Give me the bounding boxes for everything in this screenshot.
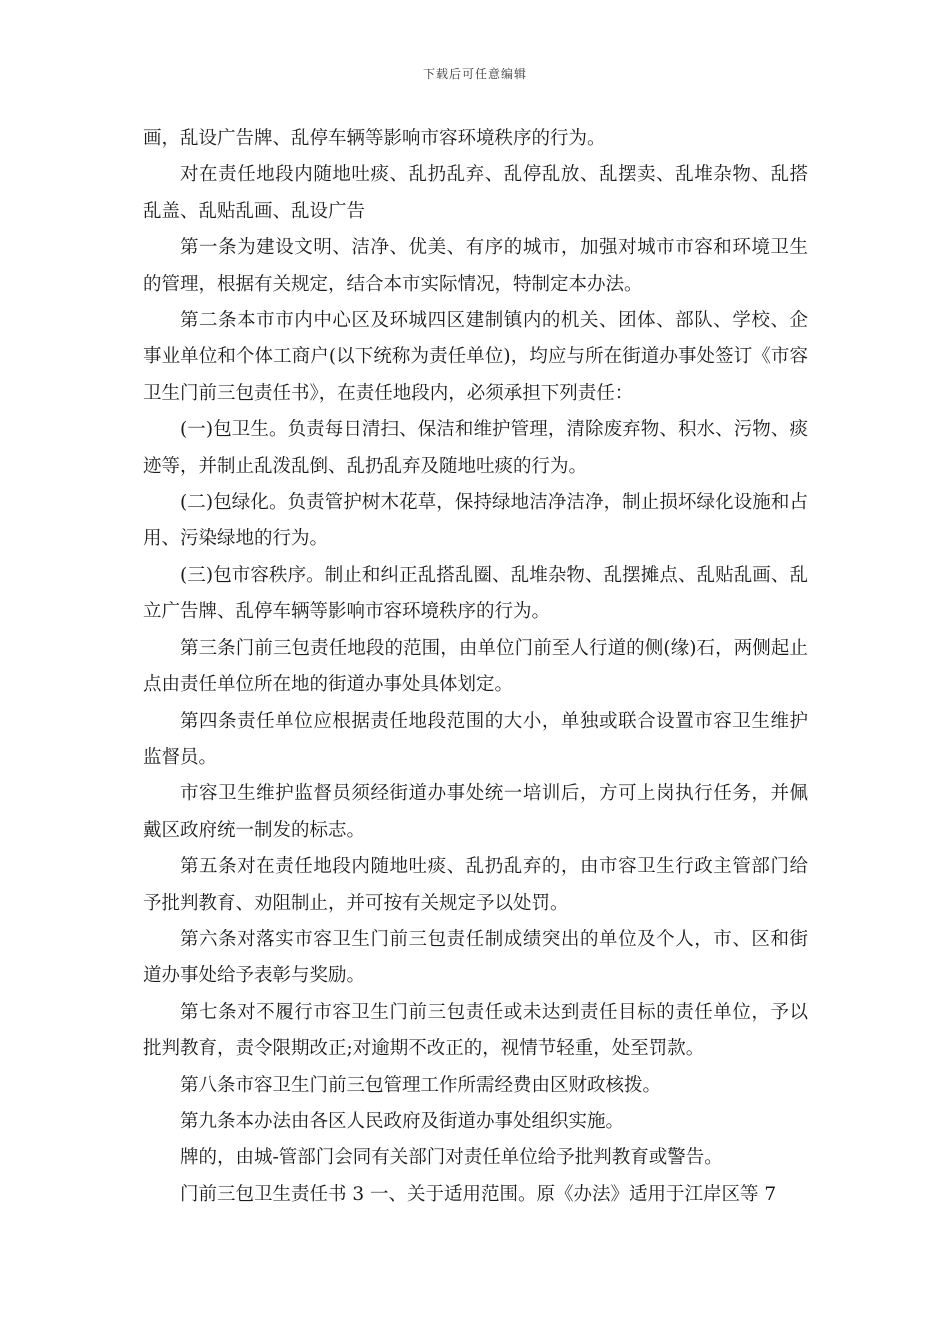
- article-4-paragraph: 第四条责任单位应根据责任地段范围的大小，单独或联合设置市容卫生维护监督员。: [143, 710, 808, 768]
- item-1-paragraph: (一)包卫生。负责每日清扫、保洁和维护管理，清除废弃物、积水、污物、痰迹等，并制止乱泼乱倒、乱扔乱弃及随地吐痰的行为。: [143, 419, 808, 477]
- paragraph: 牌的，由城-管部门会同有关部门对责任单位给予批判教育或警告。: [180, 1147, 723, 1169]
- article-3-paragraph: 第三条门前三包责任地段的范围，由单位门前至人行道的侧(缘)石，两侧起止点由责任单位所在地的街道办事处具体划定。: [143, 637, 808, 696]
- page-header: 下载后可任意编辑: [422, 67, 527, 81]
- paragraph: 市容卫生维护监督员须经街道办事处统一培训后，方可上岗执行任务，并佩戴区政府统一制发的标志。: [143, 783, 808, 841]
- article-5-paragraph: 第五条对在责任地段内随地吐痰、乱扔乱弃的，由市容卫生行政主管部门给予批判教育、劝阻制止，并可按有关规定予以处罚。: [143, 856, 808, 914]
- item-3-paragraph: (三)包市容秩序。制止和纠正乱搭乱圈、乱堆杂物、乱摆摊点、乱贴乱画、乱立广告牌、乱停车辆等影响市容环境秩序的行为。: [143, 564, 808, 623]
- item-2-paragraph: (二)包绿化。负责管护树木花草，保持绿地洁净洁净，制止损坏绿化设施和占用、污染绿地的行为。: [143, 492, 808, 550]
- paragraph: 门前三包卫生责任书 3 一、关于适用范围。原《办法》适用于江岸区等 7: [180, 1183, 777, 1205]
- article-7-paragraph: 第七条对不履行市容卫生门前三包责任或未达到责任目标的责任单位，予以批判教育，责令限期改正;对逾期不改正的，视情节轻重，处至罚款。: [143, 1001, 808, 1060]
- article-8-paragraph: 第八条市容卫生门前三包管理工作所需经费由区财政核拨。: [180, 1074, 662, 1096]
- paragraph: 对在责任地段内随地吐痰、乱扔乱弃、乱停乱放、乱摆卖、乱堆杂物、乱搭乱盖、乱贴乱画、乱设广告: [143, 164, 808, 222]
- article-2-paragraph: 第二条本市市内中心区及环城四区建制镇内的机关、团体、部队、学校、企事业单位和个体工商户(以下统称为责任单位)，均应与所在街道办事处签订《市容卫生门前三包责任书》，在责任地段内，必须承担下列责任：: [143, 310, 808, 404]
- article-9-paragraph: 第九条本办法由各区人民政府及街道办事处组织实施。: [180, 1110, 625, 1132]
- document-body: [143, 121, 808, 1213]
- paragraph: 画，乱设广告牌、乱停车辆等影响市容环境秩序的行为。: [143, 128, 606, 149]
- article-1-paragraph: 第一条为建设文明、洁净、优美、有序的城市，加强对城市市容和环境卫生的管理，根据有关规定，结合本市实际情况，特制定本办法。: [143, 237, 808, 295]
- article-6-paragraph: 第六条对落实市容卫生门前三包责任制成绩突出的单位及个人，市、区和街道办事处给予表彰与奖励。: [143, 928, 808, 987]
